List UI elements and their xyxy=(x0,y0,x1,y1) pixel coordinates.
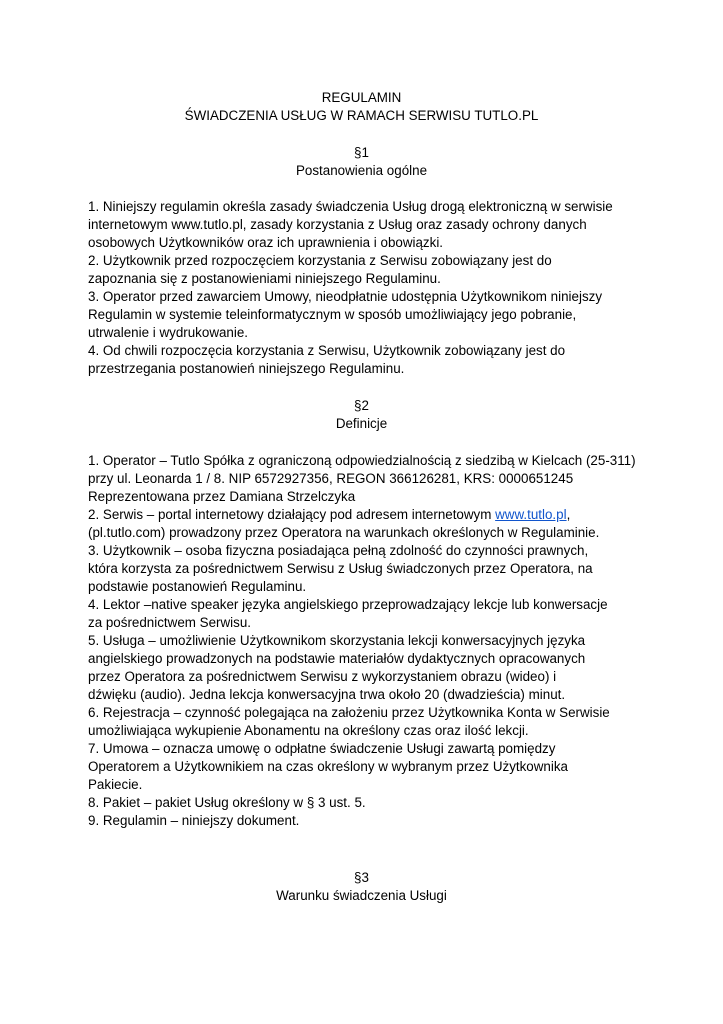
section-2-line: 8. Pakiet – pakiet Usług określony w § 3 ust. 5. xyxy=(88,795,366,810)
section-2-line: 1. Operator – Tutlo Spółka z ograniczoną odpowiedzialnością z siedzibą w Kielcach (25-311) xyxy=(88,453,636,468)
section-3-heading: Warunku świadczenia Usługi xyxy=(276,888,447,903)
section-1-line: zapoznania się z postanowieniami niniejszego Regulaminu. xyxy=(88,271,441,286)
section-1-line: 3. Operator przed zawarciem Umowy, nieodpłatnie udostępnia Użytkownikom niniejszy xyxy=(88,289,603,304)
section-2-line: która korzysta za pośrednictwem Serwisu z Usług świadczonych przez Operatora, na xyxy=(88,561,593,576)
section-2-line: 2. Serwis – portal internetowy działający pod adresem internetowym xyxy=(88,507,496,522)
section-1-line: internetowym www.tutlo.pl, zasady korzystania z Usług oraz zasady ochrony danych xyxy=(88,217,587,232)
section-1-line: 4. Od chwili rozpoczęcia korzystania z Serwisu, Użytkownik zobowiązany jest do xyxy=(88,343,566,358)
section-2-line: Operatorem a Użytkownikiem na czas określony w wybranym przez Użytkownika xyxy=(88,759,568,774)
link-suffix: , xyxy=(566,507,571,522)
section-2-line-with-link xyxy=(88,506,570,524)
section-2-line: umożliwiająca wykupienie Abonamentu na określony czas oraz ilość lekcji. xyxy=(88,723,529,738)
section-2-line: Pakiecie. xyxy=(88,777,143,792)
section-1-line: przestrzegania postanowień niniejszego Regulaminu. xyxy=(88,361,405,376)
section-2-line: angielskiego prowadzonych na podstawie materiałów dydaktycznych opracowanych xyxy=(88,651,586,666)
section-2-line: 4. Lektor –native speaker języka angielskiego przeprowadzający lekcje lub konwersacje xyxy=(88,597,608,612)
section-1-line: osobowych Użytkowników oraz ich uprawnienia i obowiązki. xyxy=(88,235,444,250)
section-2-line: 9. Regulamin – niniejszy dokument. xyxy=(88,813,300,828)
section-2-line: przy ul. Leonarda 1 / 8. NIP 6572927356, REGON 366126281, KRS: 0000651245 xyxy=(88,471,574,486)
section-2-number: §2 xyxy=(354,398,369,413)
section-2-line: dźwięku (audio). Jedna lekcja konwersacyjna trwa około 20 (dwadzieścia) minut. xyxy=(88,687,566,702)
section-1-line: utrwalenie i wydrukowanie. xyxy=(88,325,249,340)
section-2-line: Reprezentowana przez Damiana Strzelczyka xyxy=(88,489,356,504)
section-2-heading: Definicje xyxy=(335,416,388,431)
document-title: REGULAMIN xyxy=(321,90,402,105)
section-1-line: 1. Niniejszy regulamin określa zasady świadczenia Usług drogą elektroniczną w serwisie xyxy=(88,199,613,214)
section-2-line: przez Operatora za pośrednictwem Serwisu z wykorzystaniem obrazu (wideo) i xyxy=(88,669,557,684)
section-1-number: §1 xyxy=(354,145,369,160)
section-3-number: §3 xyxy=(354,870,369,885)
tutlo-link[interactable]: www.tutlo.pl xyxy=(495,507,567,522)
section-1-line: Regulamin w systemie teleinformatycznym w sposób umożliwiający jego pobranie, xyxy=(88,307,577,322)
document-subtitle: ŚWIADCZENIA USŁUG W RAMACH SERWISU TUTLO.PL xyxy=(184,108,539,123)
section-2-line: (pl.tutlo.com) prowadzony przez Operatora na warunkach określonych w Regulaminie. xyxy=(88,525,600,540)
section-2-line: 3. Użytkownik – osoba fizyczna posiadająca pełną zdolność do czynności prawnych, xyxy=(88,543,589,558)
section-2-line: podstawie postanowień Regulaminu. xyxy=(88,579,307,594)
section-1-heading: Postanowienia ogólne xyxy=(295,163,428,178)
section-2-line: 5. Usługa – umożliwienie Użytkownikom skorzystania lekcji konwersacyjnych języka xyxy=(88,633,586,648)
section-2-line: za pośrednictwem Serwisu. xyxy=(88,615,251,630)
section-2-line: 6. Rejestracja – czynność polegająca na założeniu przez Użytkownika Konta w Serwisie xyxy=(88,705,610,720)
section-1-line: 2. Użytkownik przed rozpoczęciem korzystania z Serwisu zobowiązany jest do xyxy=(88,253,552,268)
section-2-line: 7. Umowa – oznacza umowę o odpłatne świadczenie Usługi zawartą pomiędzy xyxy=(88,741,556,756)
